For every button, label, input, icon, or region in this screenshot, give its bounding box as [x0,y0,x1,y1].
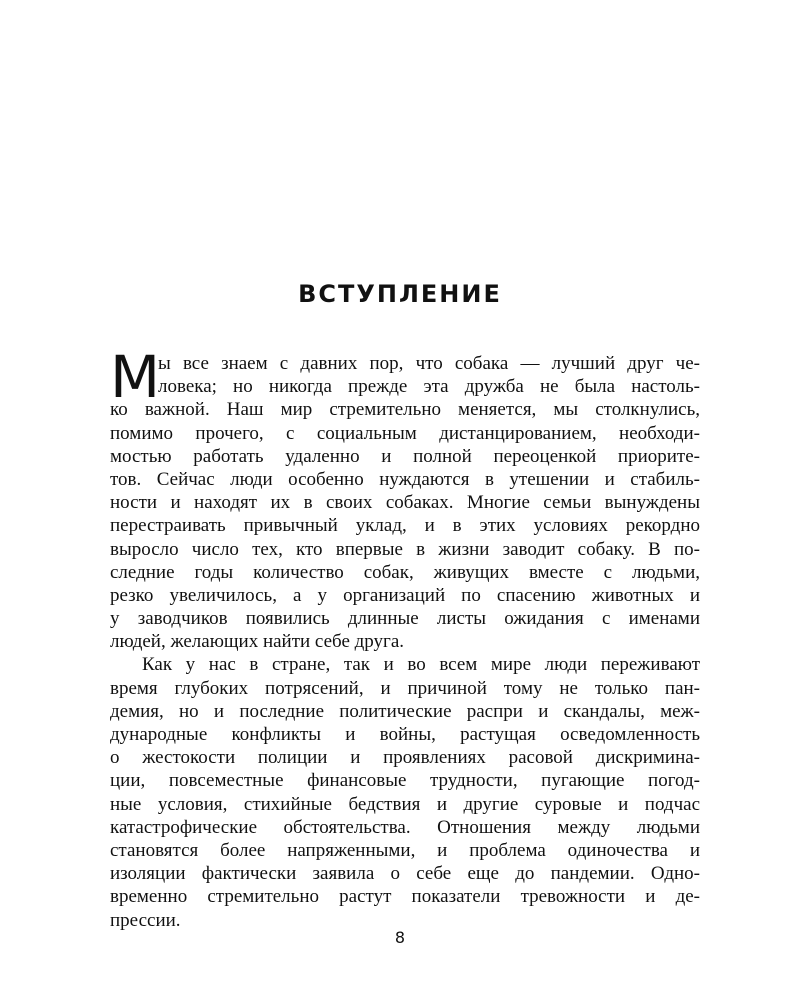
text-line: Как у нас в стране, так и во всем мире люди переживают [142,654,700,676]
chapter-heading: ВСТУПЛЕНИЕ [298,280,502,308]
text-line: людей, желающих найти себе друга. [110,631,405,653]
text-line: перестраивать привычный уклад, и в этих условиях рекордно [110,515,700,537]
text-line: у заводчиков появились длинные листы ожидания с именами [110,608,700,630]
text-line: резко увеличилось, а у организаций по спасению животных и [110,584,700,606]
text-line: ловека; но никогда прежде эта дружба не была настоль- [158,376,700,398]
drop-cap: М [110,343,161,411]
page-number: 8 [394,928,406,947]
text-line: прессии. [110,909,181,931]
text-line: следние годы количество собак, живущих вместе с людьми, [110,561,700,583]
text-line: катастрофические обстоятельства. Отношения между людьми [110,816,700,838]
text-line: тов. Сейчас люди особенно нуждаются в утешении и стабиль- [110,468,700,490]
text-line: дународные конфликты и войны, растущая осведомленность [110,724,700,745]
text-line: о жестокости полиции и проявлениях расовой дискримина- [110,747,700,769]
text-line: временно стремительно растут показатели тревожности и де- [110,886,700,908]
text-line: выросло число тех, кто впервые в жизни заводит собаку. В по- [110,538,700,560]
text-line: ко важной. Наш мир стремительно меняется, мы столкнулись, [110,399,700,421]
text-line: ные условия, стихийные бедствия и другие суровые и подчас [110,793,700,815]
body-text [110,343,700,932]
text-line: мостью работать удаленно и полной переоценкой приорите- [110,445,700,467]
text-line: демия, но и последние политические распри и скандалы, меж- [110,700,700,722]
text-line: ции, повсеместные финансовые трудности, пугающие погод- [110,770,700,792]
text-line: время глубоких потрясений, и причиной тому не только пан- [110,677,700,699]
text-line: изоляции фактически заявила о себе еще до пандемии. Одно- [110,863,700,885]
text-line: помимо прочего, с социальным дистанцированием, необходи- [110,422,700,444]
text-line: становятся более напряженными, и проблема одиночества и [110,839,700,861]
paragraph-1 [110,352,700,653]
paragraph-2 [110,653,700,931]
text-line: ности и находят их в своих собаках. Многие семьи вынуждены [110,492,700,514]
text-line: ы все знаем с давних пор, что собака — лучший друг че- [158,353,700,374]
